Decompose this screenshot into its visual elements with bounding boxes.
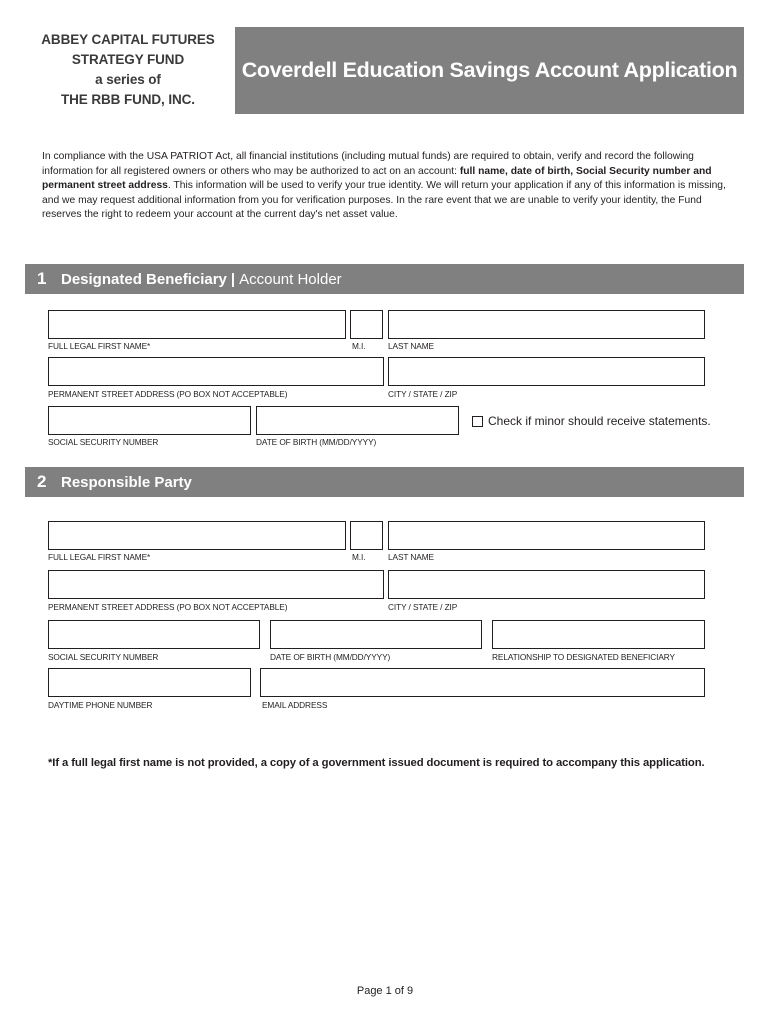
section-1-subtitle: Account Holder	[239, 270, 342, 288]
fund-name-line3: a series of	[95, 72, 161, 87]
fund-name-line4: THE RBB FUND, INC.	[61, 92, 195, 107]
relationship-label: RELATIONSHIP TO DESIGNATED BENEFICIARY	[492, 652, 675, 662]
beneficiary-first-name-field[interactable]	[48, 310, 346, 339]
responsible-mi-label: M.I.	[352, 552, 366, 562]
responsible-last-name-label: LAST NAME	[388, 552, 434, 562]
beneficiary-first-name-label: FULL LEGAL FIRST NAME*	[48, 341, 151, 351]
relationship-field[interactable]	[492, 620, 705, 649]
minor-statements-option[interactable]	[472, 414, 711, 428]
section-2-title: Responsible Party	[61, 473, 192, 491]
responsible-dob-label: DATE OF BIRTH (MM/DD/YYYY)	[270, 652, 391, 662]
responsible-street-label: PERMANENT STREET ADDRESS (PO BOX NOT ACCEPTABLE)	[48, 602, 288, 612]
beneficiary-ssn-field[interactable]	[48, 406, 251, 435]
notice-bold-text: full name, date of birth, Social Security number and permanent street address	[42, 165, 712, 191]
responsible-city-field[interactable]	[388, 570, 705, 599]
daytime-phone-field[interactable]	[48, 668, 251, 697]
notice-text-1: In compliance with the USA PATRIOT Act, all financial institutions (including mutual funds) are required to obtain, verify and record the following information for all registered owners or others who may be authorized to act on an account:	[42, 151, 694, 177]
daytime-phone-label: DAYTIME PHONE NUMBER	[48, 700, 153, 710]
page-title: Coverdell Education Savings Account Application	[241, 58, 738, 82]
minor-statements-label: Check if minor should receive statements.	[488, 414, 711, 428]
email-label: EMAIL ADDRESS	[262, 700, 328, 710]
beneficiary-dob-field[interactable]	[256, 406, 459, 435]
section-2-number: 2	[37, 472, 47, 491]
responsible-city-label: CITY / STATE / ZIP	[388, 602, 458, 612]
notice-text-2: . This information will be used to verify your true identity. We will return your application if any of this information is missing, and we may request additional information from you for verification purposes. In the rare event that we are unable to verify your identity, the Fund reserves the right to redeem your account at the current day's net asset value.	[42, 180, 726, 220]
beneficiary-city-field[interactable]	[388, 357, 705, 386]
fund-name-line2: STRATEGY FUND	[71, 52, 185, 67]
beneficiary-last-name-field[interactable]	[388, 310, 705, 339]
fund-name-line1: ABBEY CAPITAL FUTURES	[41, 32, 215, 47]
responsible-dob-field[interactable]	[270, 620, 482, 649]
section-1-title: Designated Beneficiary	[61, 270, 227, 288]
responsible-mi-field[interactable]	[350, 521, 383, 550]
responsible-first-name-field[interactable]	[48, 521, 346, 550]
minor-statements-checkbox[interactable]	[472, 416, 483, 427]
email-field[interactable]	[260, 668, 705, 697]
responsible-street-field[interactable]	[48, 570, 384, 599]
section-1-separator: |	[230, 270, 236, 288]
responsible-last-name-field[interactable]	[388, 521, 705, 550]
patriot-act-notice	[42, 150, 732, 223]
beneficiary-city-label: CITY / STATE / ZIP	[388, 389, 458, 399]
beneficiary-last-name-label: LAST NAME	[388, 341, 434, 351]
section-1-header	[25, 264, 744, 294]
beneficiary-street-label: PERMANENT STREET ADDRESS (PO BOX NOT ACCEPTABLE)	[48, 389, 288, 399]
responsible-ssn-label: SOCIAL SECURITY NUMBER	[48, 652, 159, 662]
section-1-number: 1	[37, 269, 47, 288]
beneficiary-mi-label: M.I.	[352, 341, 366, 351]
first-name-footnote: *If a full legal first name is not provided, a copy of a government issued document is required to accompany this application.	[48, 757, 705, 769]
beneficiary-dob-label: DATE OF BIRTH (MM/DD/YYYY)	[256, 437, 377, 447]
beneficiary-ssn-label: SOCIAL SECURITY NUMBER	[48, 437, 159, 447]
title-banner	[235, 27, 744, 114]
fund-name	[22, 30, 234, 110]
section-2-header	[25, 467, 744, 497]
beneficiary-mi-field[interactable]	[350, 310, 383, 339]
responsible-first-name-label: FULL LEGAL FIRST NAME*	[48, 552, 151, 562]
beneficiary-street-field[interactable]	[48, 357, 384, 386]
responsible-ssn-field[interactable]	[48, 620, 260, 649]
page-number: Page 1 of 9	[356, 985, 414, 997]
